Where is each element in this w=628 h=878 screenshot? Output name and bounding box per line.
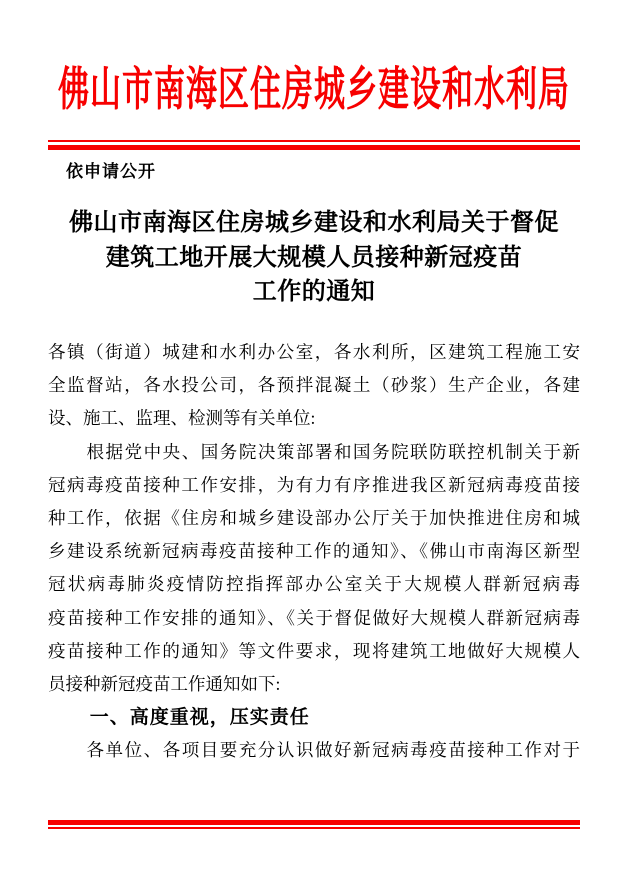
body-line: 设、施工、监理、检测等有关单位: [48,408,316,429]
body-line: 冠病毒疫苗接种工作安排，为有力有序推进我区新冠病毒疫苗接 [48,474,580,495]
document-title-line: 佛山市南海区住房城乡建设和水利局关于督促 [69,210,559,236]
document-title-line: 工作的通知 [252,279,376,305]
document-body [48,336,580,767]
document-title [48,206,580,310]
body-line: 全监督站，各水投公司，各预拌混凝土（砂浆）生产企业，各建 [48,375,580,396]
document-title-line: 建筑工地开展大规模人员接种新冠疫苗 [105,244,523,271]
footer-divider [48,820,580,829]
body-line: 根据党中央、国务院决策部署和国务院联防联控机制关于新 [86,441,580,462]
letterhead-title: 佛山市南海区住房城乡建设和水利局 [58,63,570,116]
body-line: 疫苗接种工作安排的通知》、《关于督促做好大规模人群新冠病毒 [48,607,580,628]
body-line: 各单位、各项目要充分认识做好新冠病毒疫苗接种工作对于 [86,740,580,761]
body-line: 各镇（街道）城建和水利办公室，各水利所，区建筑工程施工安 [48,342,580,362]
body-line: 冠状病毒肺炎疫情防控指挥部办公室关于大规模人群新冠病毒 [48,574,580,595]
body-line: 乡建设系统新冠病毒疫苗接种工作的通知》、《佛山市南海区新型 [48,541,580,562]
body-line: 疫苗接种工作的通知》等文件要求，现将建筑工地做好大规模人 [48,640,580,661]
letterhead-divider [48,140,580,150]
disclosure-label: 依申请公开 [66,162,156,181]
section-heading: 一、高度重视，压实责任 [89,707,310,729]
body-line: 种工作，依据《住房和城乡建设部办公厅关于加快推进住房和城 [48,507,580,528]
body-line: 员接种新冠疫苗工作通知如下: [48,673,281,694]
